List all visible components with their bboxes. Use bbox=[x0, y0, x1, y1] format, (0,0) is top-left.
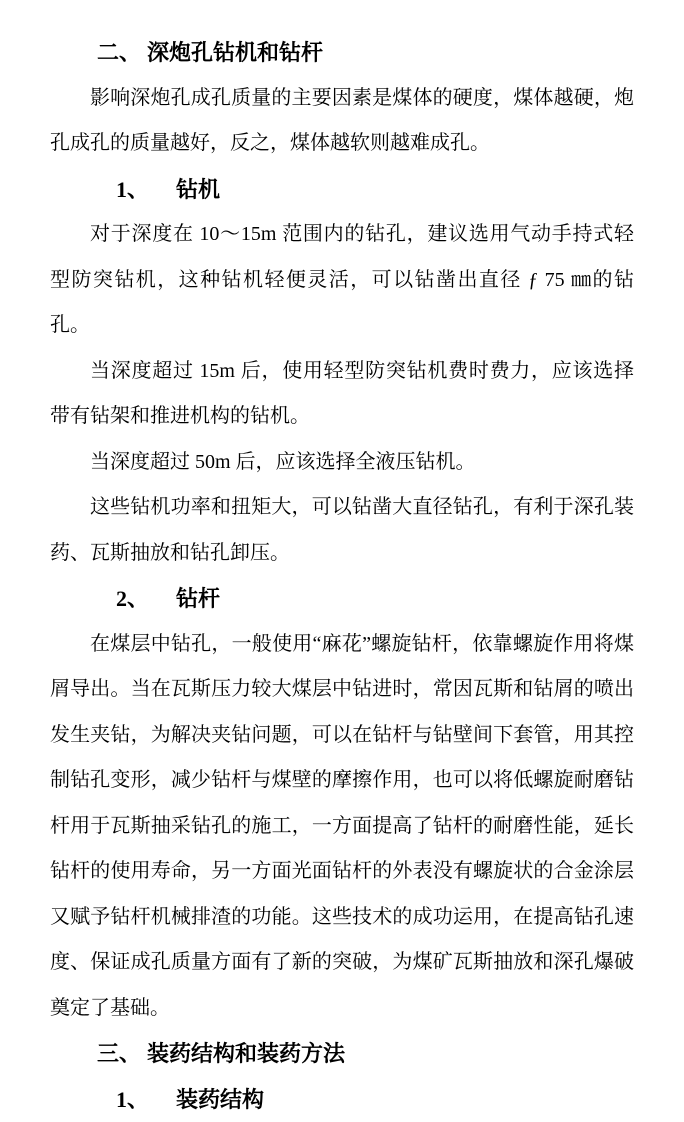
paragraph-depth-over-50m: 当深度超过 50m 后，应该选择全液压钻机。 bbox=[50, 440, 634, 486]
heading-number: 1、 bbox=[116, 1077, 176, 1122]
heading-subsection-1-drill-machine bbox=[50, 167, 634, 213]
heading-title: 装药结构 bbox=[176, 1087, 264, 1112]
paragraph-depth-10-15m: 对于深度在 10～15m 范围内的钻孔，建议选用气动手持式轻型防突钻机，这种钻机轻便灵活，可以钻凿出直径 ƒ 75 ㎜的钻孔。 bbox=[50, 212, 634, 349]
heading-section-3-charge-structure-and-method bbox=[50, 1031, 634, 1077]
heading-number: 二、 bbox=[97, 30, 147, 76]
heading-section-2-drill-machines-and-rods bbox=[50, 30, 634, 76]
heading-subsection-1-charge-structure bbox=[50, 1077, 634, 1122]
heading-title: 装药结构和装药方法 bbox=[147, 1041, 345, 1066]
heading-number: 1、 bbox=[116, 167, 176, 213]
paragraph-depth-over-15m: 当深度超过 15m 后，使用轻型防突钻机费时费力，应该选择带有钻架和推进机构的钻机。 bbox=[50, 349, 634, 440]
paragraph-hole-quality-factors: 影响深炮孔成孔质量的主要因素是煤体的硬度，煤体越硬，炮孔成孔的质量越好，反之，煤体越软则越难成孔。 bbox=[50, 76, 634, 167]
heading-title: 钻机 bbox=[176, 177, 220, 202]
heading-number: 2、 bbox=[116, 576, 176, 622]
paragraph-spiral-drill-rod: 在煤层中钻孔，一般使用“麻花”螺旋钻杆，依靠螺旋作用将煤屑导出。当在瓦斯压力较大煤层中钻进时，常因瓦斯和钻屑的喷出发生夹钻，为解决夹钻问题，可以在钻杆与钻壁间下套管，用其控制钻孔变形，减少钻杆与煤壁的摩擦作用，也可以将低螺旋耐磨钻杆用于瓦斯抽采钻孔的施工，一方面提高了钻杆的耐磨性能，延长钻杆的使用寿命，另一方面光面钻杆的外表没有螺旋状的合金涂层又赋予钻杆机械排渣的功能。这些技术的成功运用，在提高钻孔速度、保证成孔质量方面有了新的突破，为煤矿瓦斯抽放和深孔爆破奠定了基础。 bbox=[50, 622, 634, 1032]
heading-title: 深炮孔钻机和钻杆 bbox=[147, 40, 323, 65]
paragraph-drill-power-torque: 这些钻机功率和扭矩大，可以钻凿大直径钻孔，有利于深孔装药、瓦斯抽放和钻孔卸压。 bbox=[50, 485, 634, 576]
heading-number: 三、 bbox=[97, 1031, 147, 1077]
heading-title: 钻杆 bbox=[176, 586, 220, 611]
heading-subsection-2-drill-rod bbox=[50, 576, 634, 622]
